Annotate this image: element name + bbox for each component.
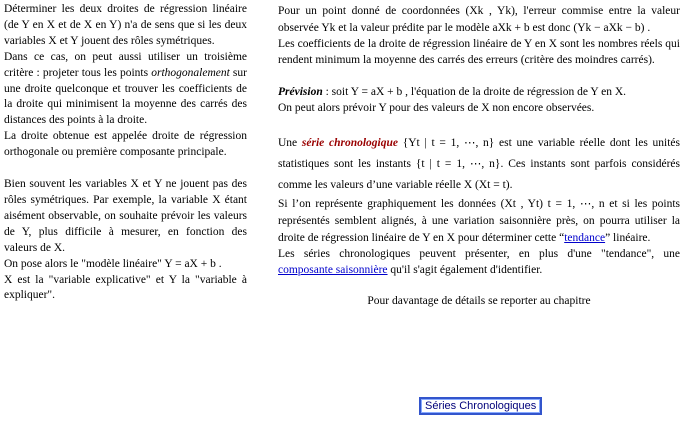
right-paragraph-time-series [278, 133, 680, 196]
spacer [278, 278, 680, 294]
left-paragraph-symmetric: Déterminer les deux droites de régression linéaire (de Y en X et de X en Y) n'a de sens que si les deux variables X et Y jouent des rôles symétriques. [4, 3, 247, 47]
term-serie-chronologique: série chronologique [301, 136, 398, 149]
right-paragraph-prevision [278, 85, 680, 101]
text-segment: ” linéaire. [605, 231, 651, 244]
emphasis-orthogonalement: orthogonalement [151, 66, 230, 79]
right-paragraph-error: Pour un point donné de coordonnées (Xk , Yk), l'erreur commise entre la valeur observée Yk et la valeur prédite par le modèle aXk + b est donc (Yk − aXk − b) . [278, 5, 680, 34]
right-paragraph-predict: On peut alors prévoir Y pour des valeurs de X non encore observées. [278, 101, 595, 114]
right-paragraph-trend [278, 196, 680, 247]
text-segment: Si l’on représente graphiquement les données (Xt , Yt) t = 1, ⋯, n et si les points représentés semblent alignés, à une variation saisonnière près, on pourra utiliser la droite de régression linéaire de Y en X pour déterminer cette “ [278, 197, 680, 244]
left-paragraph-variables: X est la "variable explicative" et Y la "variable à expliquer". [4, 273, 247, 302]
text-segment: qu'il s'agit également d'identifier. [387, 263, 543, 276]
right-column [278, 3, 680, 310]
series-chronologiques-button[interactable]: Séries Chronologiques [419, 397, 542, 415]
text-segment: sur une droite quelconque et trouver les coefficients de la droite qui minimisent la moyenne des carrés des distances des points à la droite. [4, 66, 247, 127]
spacer [278, 117, 680, 133]
chapter-button-wrapper [419, 397, 542, 415]
left-paragraph-orthogonal [4, 50, 247, 130]
text-segment: Dans ce cas, on peut aussi utiliser un troisième critère : projeter tous les points [4, 50, 247, 79]
prevision-label: Prévision [278, 85, 323, 98]
link-composante-saisonniere[interactable]: composante saisonnière [278, 263, 388, 276]
text-segment: Une [278, 136, 302, 149]
right-paragraph-seasonal [278, 247, 680, 279]
left-paragraph-principal-component: La droite obtenue est appelée droite de régression orthogonale ou première composante principale. [4, 130, 247, 159]
left-paragraph-nonsymmetric: Bien souvent les variables X et Y ne jouent pas des rôles symétriques. Par exemple, la variable X étant aisément observable, on souhaite prévoir les valeurs de Y, plus difficile à mesurer, en fonction des valeurs de X. [4, 178, 247, 254]
left-paragraph-linear-model: On pose alors le "modèle linéaire" Y = aX + b . [4, 257, 222, 270]
spacer [278, 69, 680, 85]
left-column [4, 2, 247, 304]
text-segment: {Yt | t = 1, ⋯, n} est une variable réelle dont les unités statistiques sont les instants {t | t = 1, ⋯, n}. Ces instants sont parfois considérés comme les valeurs d’une variable réelle X (Xt = t). [278, 136, 680, 191]
right-paragraph-least-squares: Les coefficients de la droite de régression linéaire de Y en X sont les nombres réels qui rendent minimum la moyenne des carrés des erreurs (critère des moindres carrés). [278, 38, 680, 66]
link-tendance[interactable]: tendance [564, 231, 606, 244]
text-segment: Les séries chronologiques peuvent présenter, en plus d'une "tendance", une [278, 247, 680, 260]
see-chapter-text: Pour davantage de détails se reporter au chapitre [367, 295, 591, 308]
text-segment: : soit Y = aX + b , l'équation de la droite de régression de Y en X. [322, 85, 627, 98]
spacer [4, 161, 247, 177]
